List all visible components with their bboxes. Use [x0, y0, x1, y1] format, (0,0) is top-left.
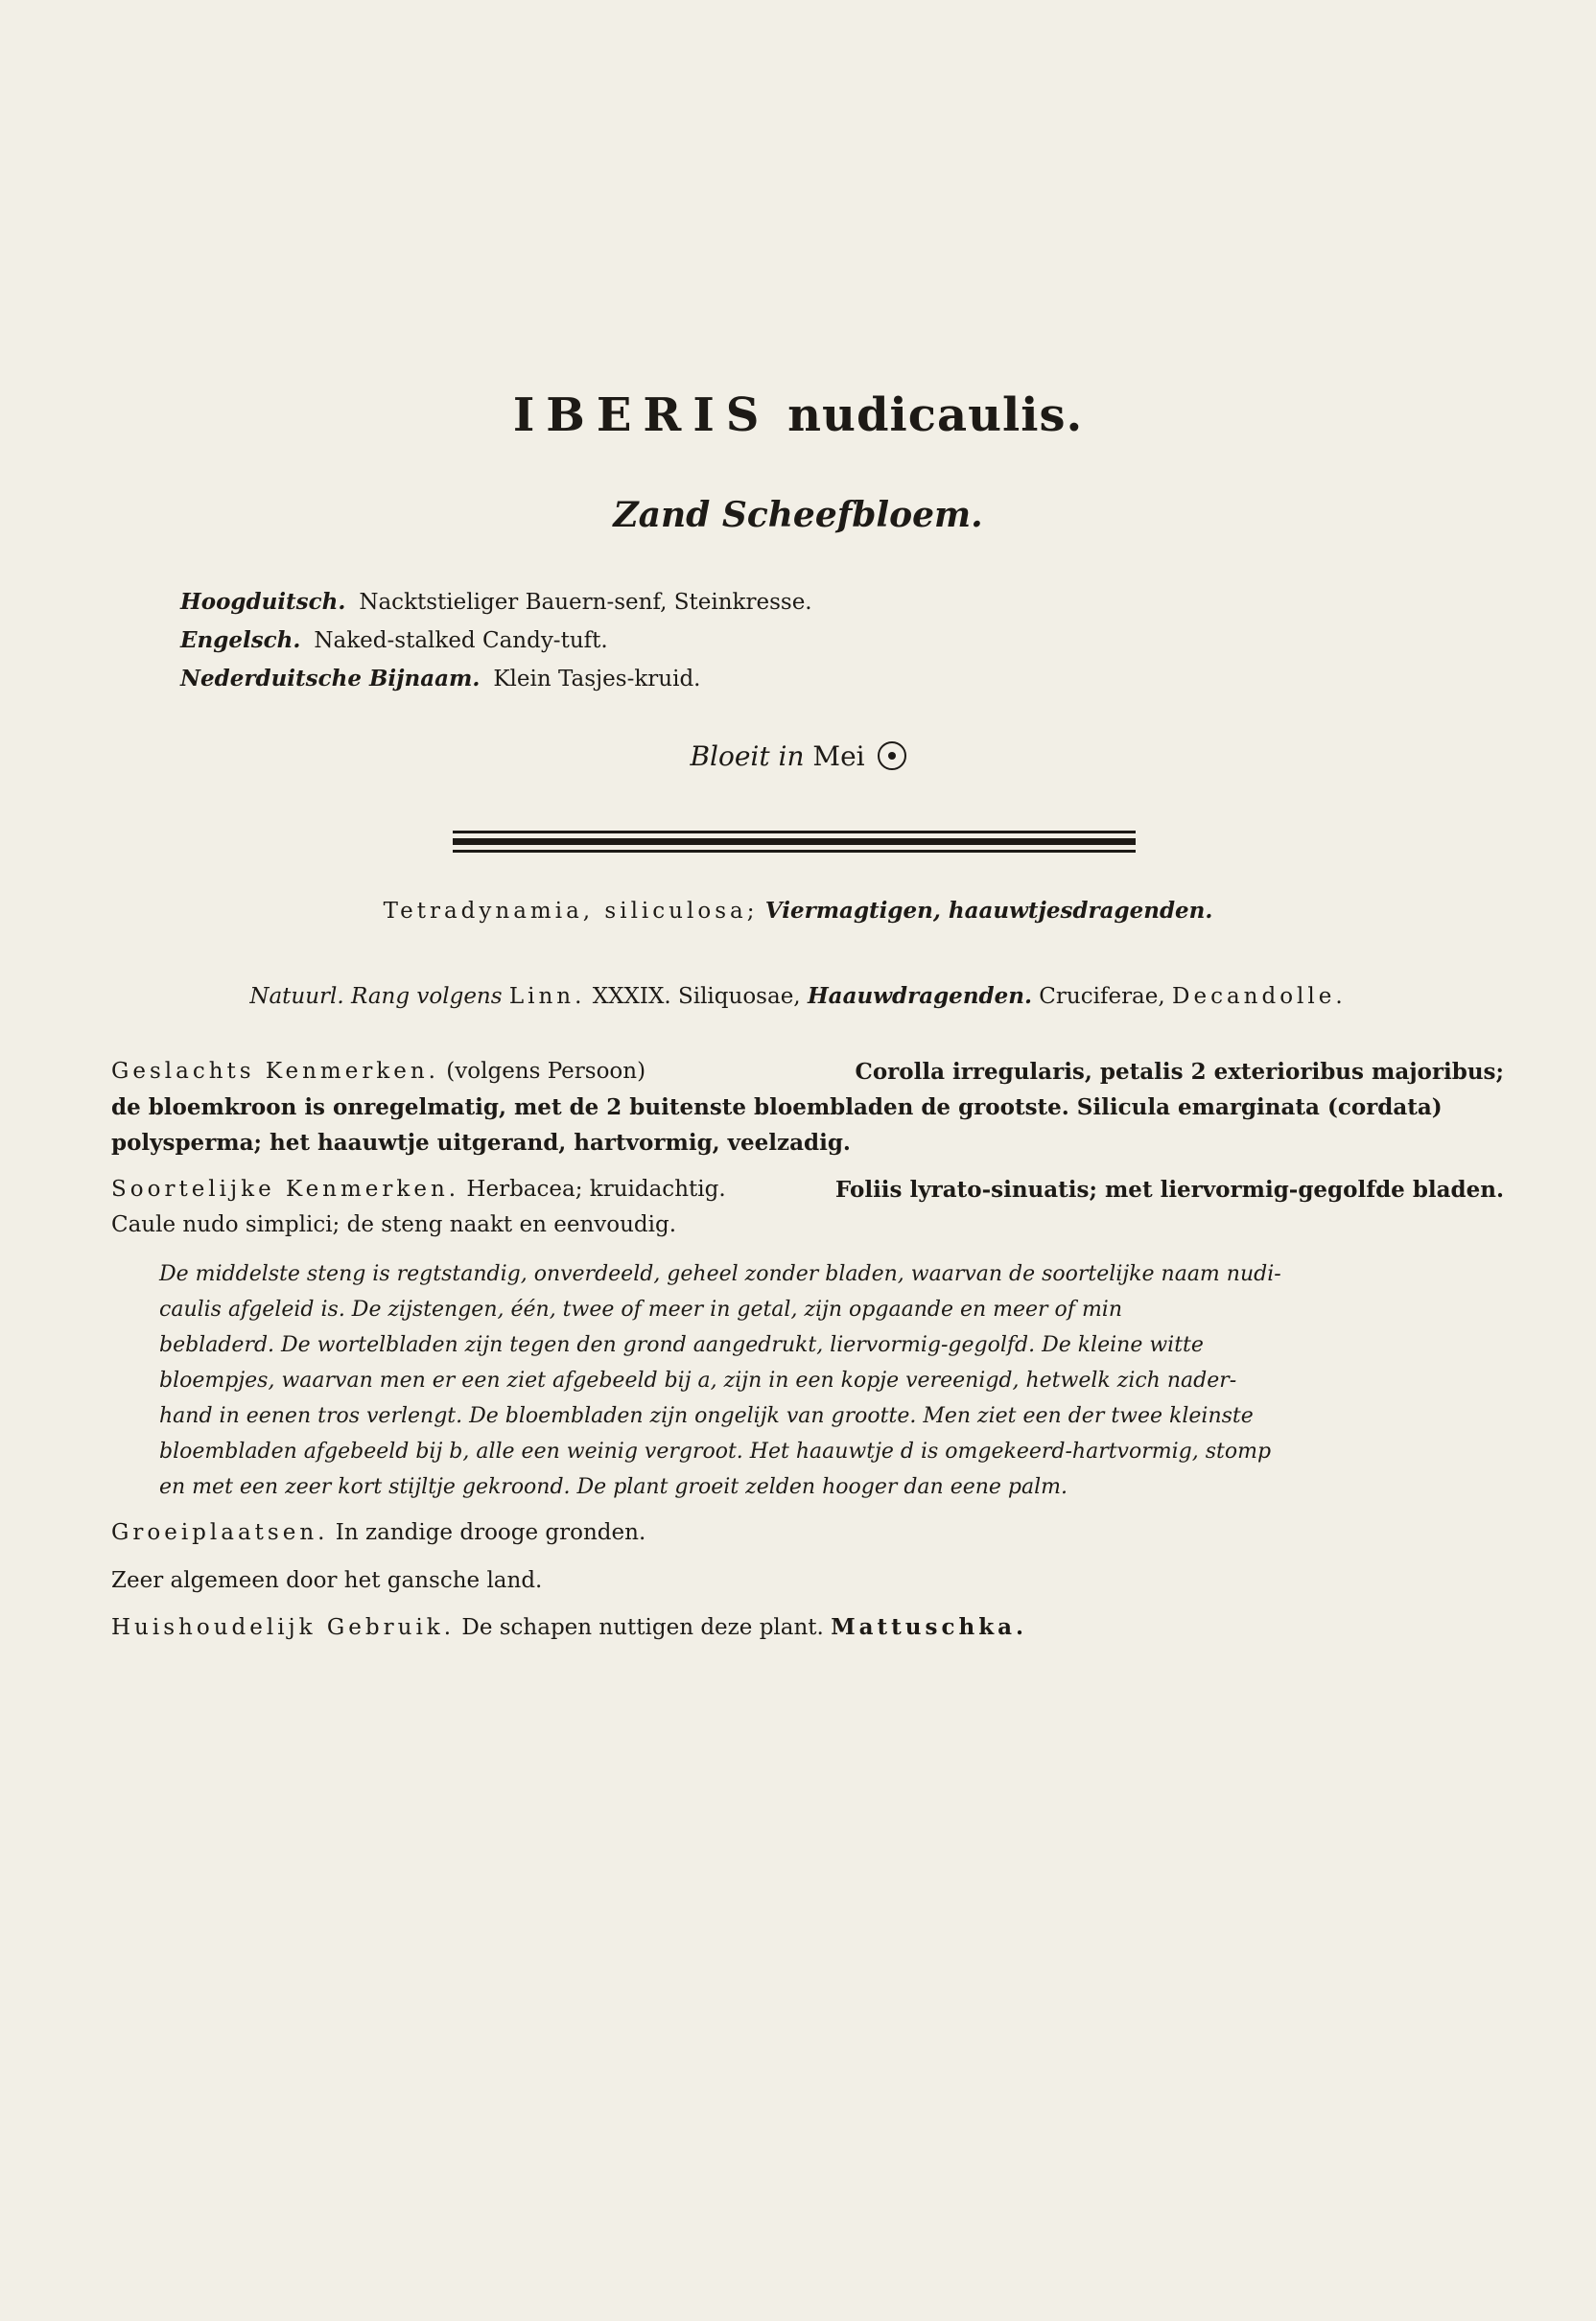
text-line: [111, 1172, 1504, 1207]
genus-name: IBERIS: [512, 388, 771, 442]
habitat: [111, 1515, 1504, 1551]
text-line: [111, 1515, 1504, 1551]
vernacular-german: [180, 583, 812, 621]
text-line: Caule nudo simplici; de steng naakt en eenvoudig.: [111, 1212, 677, 1237]
order-dutch: Haauwdragenden.: [807, 983, 1032, 1009]
text-span: Herbacea; kruidachtig.: [466, 1177, 726, 1202]
author-name: Mattuschka.: [831, 1614, 1028, 1640]
text-line: Zeer algemeen door het gansche land.: [111, 1568, 543, 1593]
text-span: Foliis lyrato-sinuatis; met liervormig-gegolfde bladen.: [834, 1177, 1504, 1203]
text-line: bebladerd. De wortelbladen zijn tegen den grond aangedrukt, liervormig-gegolfd. De kleine witte: [159, 1333, 1204, 1357]
text-span: In zandige drooge gronden.: [335, 1520, 646, 1545]
natural-rank: [0, 983, 1596, 1009]
linnaean-class: [0, 898, 1596, 924]
text-line: de bloemkroon is onregelmatig, met de 2 buitenste bloembladen de grootste. Silicula emarginata (cordata): [111, 1094, 1443, 1120]
section-heading: Huishoudelijk Gebruik.: [111, 1615, 456, 1640]
genus-characteristics: [111, 1054, 1504, 1160]
section-heading: Groeiplaatsen.: [111, 1520, 329, 1545]
language-label: Hoogduitsch.: [180, 589, 346, 615]
text-line: [111, 1054, 1504, 1090]
household-use: [111, 1609, 1504, 1646]
source-text: (volgens Persoon): [446, 1059, 646, 1084]
text-line: hand in eenen tros verlengt. De bloembladen zijn ongelijk van grootte. Men ziet een der twee kleinste: [159, 1404, 1254, 1428]
decandolle: Decandolle.: [1172, 984, 1347, 1009]
linnaean-class-latin: Tetradynamia, siliculosa;: [383, 899, 759, 924]
frequency: [111, 1563, 1504, 1599]
siliquosae: Siliquosae,: [677, 984, 801, 1009]
text-line: en met een zeer kort stijltje gekroond. De plant groeit zelden hooger dan eene palm.: [159, 1475, 1068, 1499]
vernacular-value: Nacktstieliger Bauern-senf, Steinkresse.: [359, 590, 812, 615]
page-title: [0, 388, 1596, 442]
vernacular-english: [180, 621, 812, 660]
flowering-time: [0, 740, 1596, 772]
order-number: XXXIX.: [592, 984, 671, 1009]
text-line: bloembladen afgebeeld bij b, alle een weinig vergroot. Het haauwtje d is omgekeerd-hartvormig, stomp: [159, 1440, 1272, 1464]
text-line: [111, 1609, 1504, 1646]
linn-abbrev: Linn.: [508, 984, 586, 1009]
text-line: De middelste steng is regtstandig, onverdeeld, geheel zonder bladen, waarvan de soortelijke naam nudi-: [159, 1262, 1281, 1286]
vernacular-dutch: [180, 660, 812, 698]
flowering-label: Bloeit in: [690, 740, 805, 772]
text-line: caulis afgeleid is. De zijstengen, één, twee of meer in getal, zijn opgaande en meer of min: [159, 1298, 1123, 1322]
flowering-month: Mei: [812, 740, 865, 772]
natural-rank-label: Natuurl. Rang volgens: [249, 984, 503, 1009]
species-name: nudicaulis.: [787, 388, 1084, 442]
text-span: De schapen nuttigen deze plant.: [461, 1615, 824, 1640]
divider-rule-thin: [453, 831, 1136, 833]
line-lead: [111, 1172, 726, 1207]
vernacular-names: [180, 583, 812, 698]
language-label: Nederduitsche Bijnaam.: [180, 666, 481, 692]
vernacular-value: Klein Tasjes-kruid.: [493, 667, 701, 692]
cruciferae: Cruciferae,: [1039, 984, 1165, 1009]
language-label: Engelsch.: [180, 627, 301, 653]
text-line: bloempjes, waarvan men er een ziet afgebeeld bij a, zijn in een kopje vereenigd, hetwelk zich nader-: [159, 1369, 1237, 1393]
description: [111, 1256, 1504, 1505]
perennial-symbol-icon: [878, 741, 906, 770]
dutch-name: Zand Scheefbloem.: [613, 495, 983, 535]
line-lead: [111, 1054, 645, 1090]
vernacular-value: Naked-stalked Candy-tuft.: [314, 628, 608, 653]
divider-rule-thin: [453, 850, 1136, 853]
section-heading: Geslachts Kenmerken.: [111, 1059, 439, 1084]
species-characteristics: [111, 1172, 1504, 1243]
divider-rule-thick: [453, 838, 1136, 845]
text-line: polysperma; het haauwtje uitgerand, hartvormig, veelzadig.: [111, 1130, 851, 1156]
linnaean-class-dutch: Viermagtigen, haauwtjesdragenden.: [764, 898, 1213, 924]
section-heading: Soortelijke Kenmerken.: [111, 1177, 460, 1202]
text-span: Corolla irregularis, petalis 2 exterioribus majoribus;: [855, 1059, 1504, 1085]
